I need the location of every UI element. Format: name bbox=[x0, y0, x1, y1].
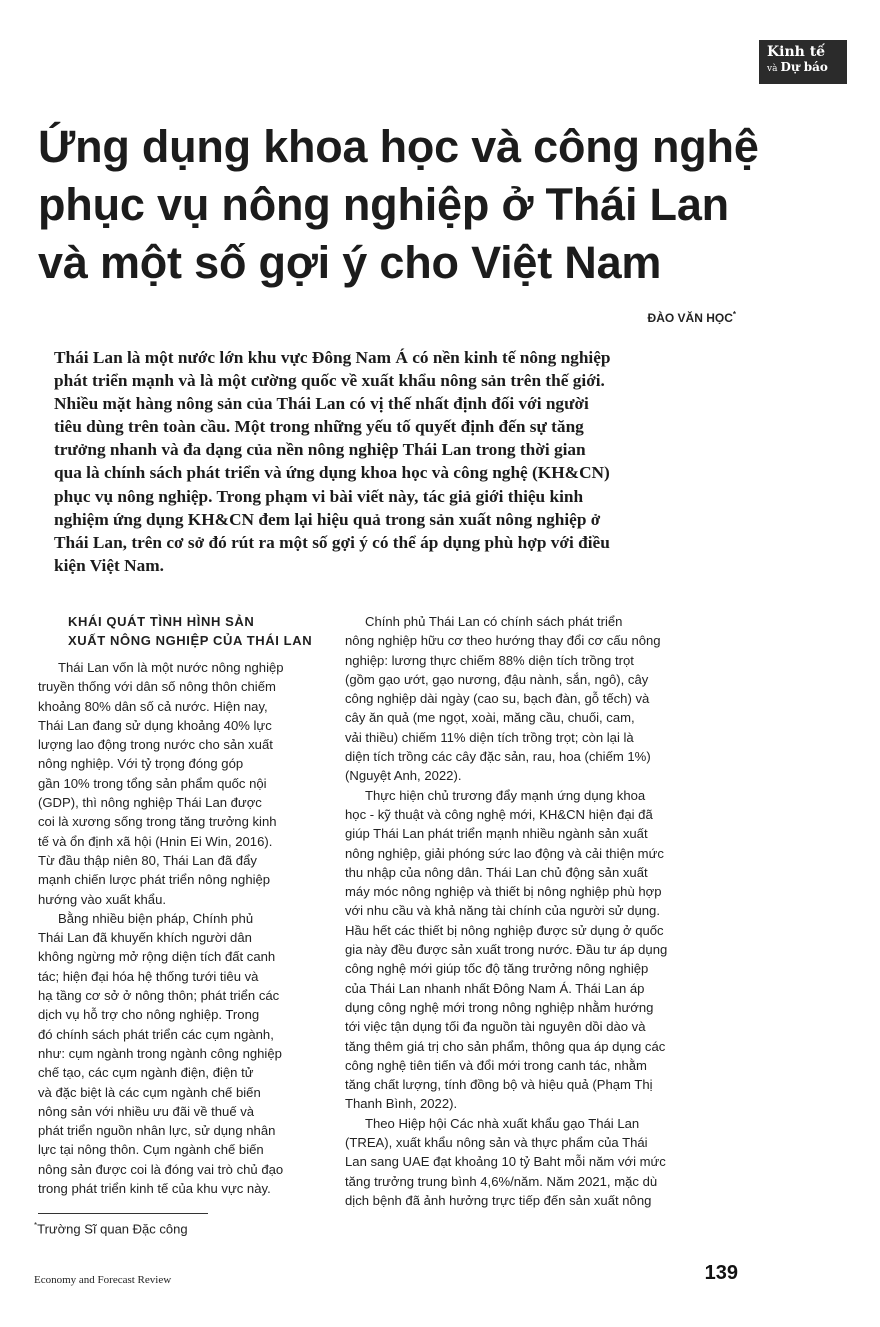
paragraph-line: và đặc biệt là các cụm ngành chế biến bbox=[38, 1084, 261, 1100]
paragraph-line: truyền thống với dân số nông thôn chiếm bbox=[38, 679, 276, 695]
left-column bbox=[38, 612, 326, 1198]
abstract-line: phát triển mạnh và là một cường quốc về xuất khẩu nông sản trên thế giới. bbox=[54, 371, 605, 391]
paragraph-line: máy móc nông nghiệp và thiết bị nông nghiệp phù hợp bbox=[345, 884, 662, 900]
paragraph-line: dụng công nghệ mới trong nông nghiệp nhằm hướng bbox=[345, 999, 654, 1015]
left-column-body bbox=[38, 658, 326, 1198]
title-line: và một số gợi ý cho Việt Nam bbox=[38, 237, 662, 288]
paragraph-line: học - kỹ thuật và công nghệ mới, KH&CN hiện đại đã bbox=[345, 806, 653, 822]
paragraph-line: dịch vụ hỗ trợ cho nông nghiệp. Trong bbox=[38, 1007, 260, 1023]
paragraph-line: Hầu hết các thiết bị nông nghiệp được sử dụng ở quốc bbox=[345, 922, 664, 938]
paragraph-line: công nghệ mới giúp tốc độ tăng trưởng nông nghiệp bbox=[345, 961, 649, 977]
paragraph-line: nông nghiệp hữu cơ theo hướng thay đổi cơ cấu nông bbox=[345, 633, 661, 649]
section-heading-line: XUẤT NÔNG NGHIỆP CỦA THÁI LAN bbox=[68, 633, 313, 648]
abstract-line: qua là chính sách phát triển và ứng dụng khoa học và công nghệ (KH&CN) bbox=[54, 463, 610, 483]
paragraph-line: khoảng 80% dân số cả nước. Hiện nay, bbox=[38, 698, 268, 714]
paragraph-line: với nhu cầu và khả năng tài chính của người sử dụng. bbox=[345, 903, 660, 919]
paragraph-line: diện tích trồng các cây đặc sản, rau, hoa (chiếm 1%) bbox=[345, 749, 651, 765]
paragraph-line: Bằng nhiều biện pháp, Chính phủ bbox=[58, 910, 254, 926]
abstract-line: Nhiều mặt hàng nông sản của Thái Lan có vị thế nhất định đối với người bbox=[54, 394, 589, 414]
paragraph-line: (TREA), xuất khẩu nông sản và thực phẩm của Thái bbox=[345, 1135, 648, 1151]
article-title bbox=[38, 118, 758, 292]
paragraph-line: công nghiệp dài ngày (cao su, bạch đàn, gỗ tếch) và bbox=[345, 691, 650, 707]
paragraph-line: Thái Lan đã khuyến khích người dân bbox=[38, 930, 252, 946]
section-heading bbox=[38, 612, 326, 650]
paragraph-line: tăng trưởng trung bình 4,6%/năm. Năm 2021, mặc dù bbox=[345, 1173, 658, 1189]
title-line: Ứng dụng khoa học và công nghệ bbox=[38, 121, 759, 172]
logo-line-2 bbox=[767, 60, 839, 77]
paragraph-line: nông sản với nhiều ưu đãi về thuế và bbox=[38, 1103, 255, 1119]
abstract-line: trưởng nhanh và đa dạng của nền nông nghiệp Thái Lan trong thời gian bbox=[54, 440, 586, 460]
paragraph-line: thu nhập của nông dân. Thái Lan chủ động sản xuất bbox=[345, 864, 648, 880]
paragraph-line: của Thái Lan nhanh nhất Đông Nam Á. Thái Lan áp bbox=[345, 980, 645, 996]
author-footnote-mark: * bbox=[732, 310, 736, 319]
author-name bbox=[580, 310, 736, 325]
author-text: ĐÀO VĂN HỌC bbox=[647, 311, 733, 325]
abstract-line: Thái Lan, trên cơ sở đó rút ra một số gợi ý có thể áp dụng phù hợp với điều bbox=[54, 532, 610, 552]
paragraph-line: như: cụm ngành trong ngành công nghiệp bbox=[38, 1045, 282, 1061]
paragraph-line: hạ tầng cơ sở ở nông thôn; phát triển các bbox=[38, 988, 280, 1004]
abstract-line: nghiệm ứng dụng KH&CN đem lại hiệu quả trong sản xuất nông nghiệp ở bbox=[54, 509, 601, 529]
paragraph-line: nông nghiệp. Với tỷ trọng đóng góp bbox=[38, 756, 244, 772]
paragraph-line: vải thiều) chiếm 11% diện tích trồng trọt; còn lại là bbox=[345, 729, 634, 745]
footnote-text: Trường Sĩ quan Đặc công bbox=[37, 1221, 188, 1237]
page-number: 139 bbox=[704, 1262, 738, 1284]
paragraph-line: Thái Lan đang sử dụng khoảng 40% lực bbox=[38, 717, 272, 733]
paragraph-line: Từ đầu thập niên 80, Thái Lan đã đẩy bbox=[38, 852, 257, 868]
paragraph-line: nông nghiệp, giải phóng sức lao động và cải thiện mức bbox=[345, 845, 664, 861]
title-line: phục vụ nông nghiệp ở Thái Lan bbox=[38, 179, 729, 230]
paragraph-line: dịch bệnh đã ảnh hưởng trực tiếp đến sản xuất nông bbox=[345, 1192, 652, 1208]
paragraph-line: trong phát triển kinh tế của khu vực này. bbox=[38, 1181, 271, 1197]
paragraph-line: phát triển nguồn nhân lực, sử dụng nhân bbox=[38, 1123, 276, 1139]
paragraph-line: giúp Thái Lan phát triển mạnh nhiều ngành sản xuất bbox=[345, 826, 648, 842]
paragraph-line: lực tại nông thôn. Cụm ngành chế biến bbox=[38, 1142, 264, 1158]
paragraph-line: tăng chất lượng, tính đồng bộ và hiệu quả (Phạm Thị bbox=[345, 1077, 653, 1093]
paragraph-line: tế và ổn định xã hội (Hnin Ei Win, 2016). bbox=[38, 833, 273, 849]
paragraph-line: tác; hiện đại hóa hệ thống tưới tiêu và bbox=[38, 968, 259, 984]
abstract-line: kiện Việt Nam. bbox=[54, 555, 164, 575]
paragraph-line: (GDP), thì nông nghiệp Thái Lan được bbox=[38, 795, 262, 811]
paragraph-line: coi là xương sống trong tăng trưởng kinh bbox=[38, 814, 277, 830]
paragraph-line: Theo Hiệp hội Các nhà xuất khẩu gạo Thái Lan bbox=[365, 1115, 640, 1131]
paragraph-line: Lan sang UAE đạt khoảng 10 tỷ Baht mỗi năm với mức bbox=[345, 1154, 666, 1170]
paragraph-line: Chính phủ Thái Lan có chính sách phát triển bbox=[365, 614, 623, 629]
logo-line-1: Kinh tế bbox=[767, 44, 826, 60]
paragraph-line: gia này đều được sản xuất trong nước. Đầu tư áp dụng bbox=[345, 942, 668, 958]
paragraph-line: nghiệp: lương thực chiếm 88% diện tích trồng trọt bbox=[345, 652, 634, 668]
abstract-line: tiêu dùng trên toàn cầu. Một trong những yếu tố quyết định đến sự tăng bbox=[54, 417, 584, 437]
logo-line-2-text: Dự báo bbox=[780, 60, 828, 74]
abstract-line: phục vụ nông nghiệp. Trong phạm vi bài viết này, tác giả giới thiệu kinh bbox=[54, 486, 584, 506]
paragraph-line: tới việc tận dụng tối đa nguồn tài nguyên dồi dào và bbox=[345, 1019, 646, 1035]
paragraph-line: lượng lao động trong nước cho sản xuất bbox=[38, 737, 273, 753]
paragraph-line: mạnh chiến lược phát triển nông nghiệp bbox=[38, 872, 271, 888]
paragraph-line: hướng vào xuất khẩu. bbox=[38, 891, 167, 907]
footer-journal-name: Economy and Forecast Review bbox=[34, 1274, 172, 1286]
section-heading-line: KHÁI QUÁT TÌNH HÌNH SẢN bbox=[68, 614, 255, 629]
paragraph-line: gần 10% trong tổng sản phẩm quốc nội bbox=[38, 775, 267, 791]
footnote bbox=[34, 1221, 188, 1236]
paragraph-line: cây ăn quả (me ngọt, xoài, măng cầu, chuối, cam, bbox=[345, 710, 635, 726]
footnote-mark: * bbox=[34, 1221, 38, 1230]
paragraph-line: tăng thêm giá trị cho sản phẩm, thông qua áp dụng các bbox=[345, 1038, 666, 1054]
paragraph-line: (gồm gạo ướt, gạo nương, đậu nành, sắn, ngô), cây bbox=[345, 671, 649, 687]
paragraph-line: chế tạo, các cụm ngành điện, điện tử bbox=[38, 1065, 254, 1081]
paragraph-line: không ngừng mở rộng diện tích đất canh bbox=[38, 949, 276, 965]
paragraph-line: Thực hiện chủ trương đẩy mạnh ứng dụng khoa bbox=[365, 787, 646, 803]
paragraph-line: đó chính sách phát triển các cụm ngành, bbox=[38, 1026, 274, 1042]
paragraph-line: Thanh Bình, 2022). bbox=[345, 1096, 458, 1112]
paragraph-line: nông sản được coi là đóng vai trò chủ đạo bbox=[38, 1161, 284, 1177]
paragraph-line: (Nguyệt Anh, 2022). bbox=[345, 768, 462, 784]
right-column bbox=[345, 612, 738, 1210]
paragraph-line: công nghệ tiên tiến và đổi mới trong canh tác, nhằm bbox=[345, 1057, 647, 1073]
abstract-line: Thái Lan là một nước lớn khu vực Đông Nam Á có nền kinh tế nông nghiệp bbox=[54, 348, 611, 367]
footnote-divider bbox=[38, 1213, 208, 1214]
abstract bbox=[54, 346, 738, 577]
logo-line-2-conjunction: và bbox=[767, 64, 778, 74]
paragraph-line: Thái Lan vốn là một nước nông nghiệp bbox=[58, 660, 284, 675]
journal-logo-badge bbox=[759, 40, 847, 84]
